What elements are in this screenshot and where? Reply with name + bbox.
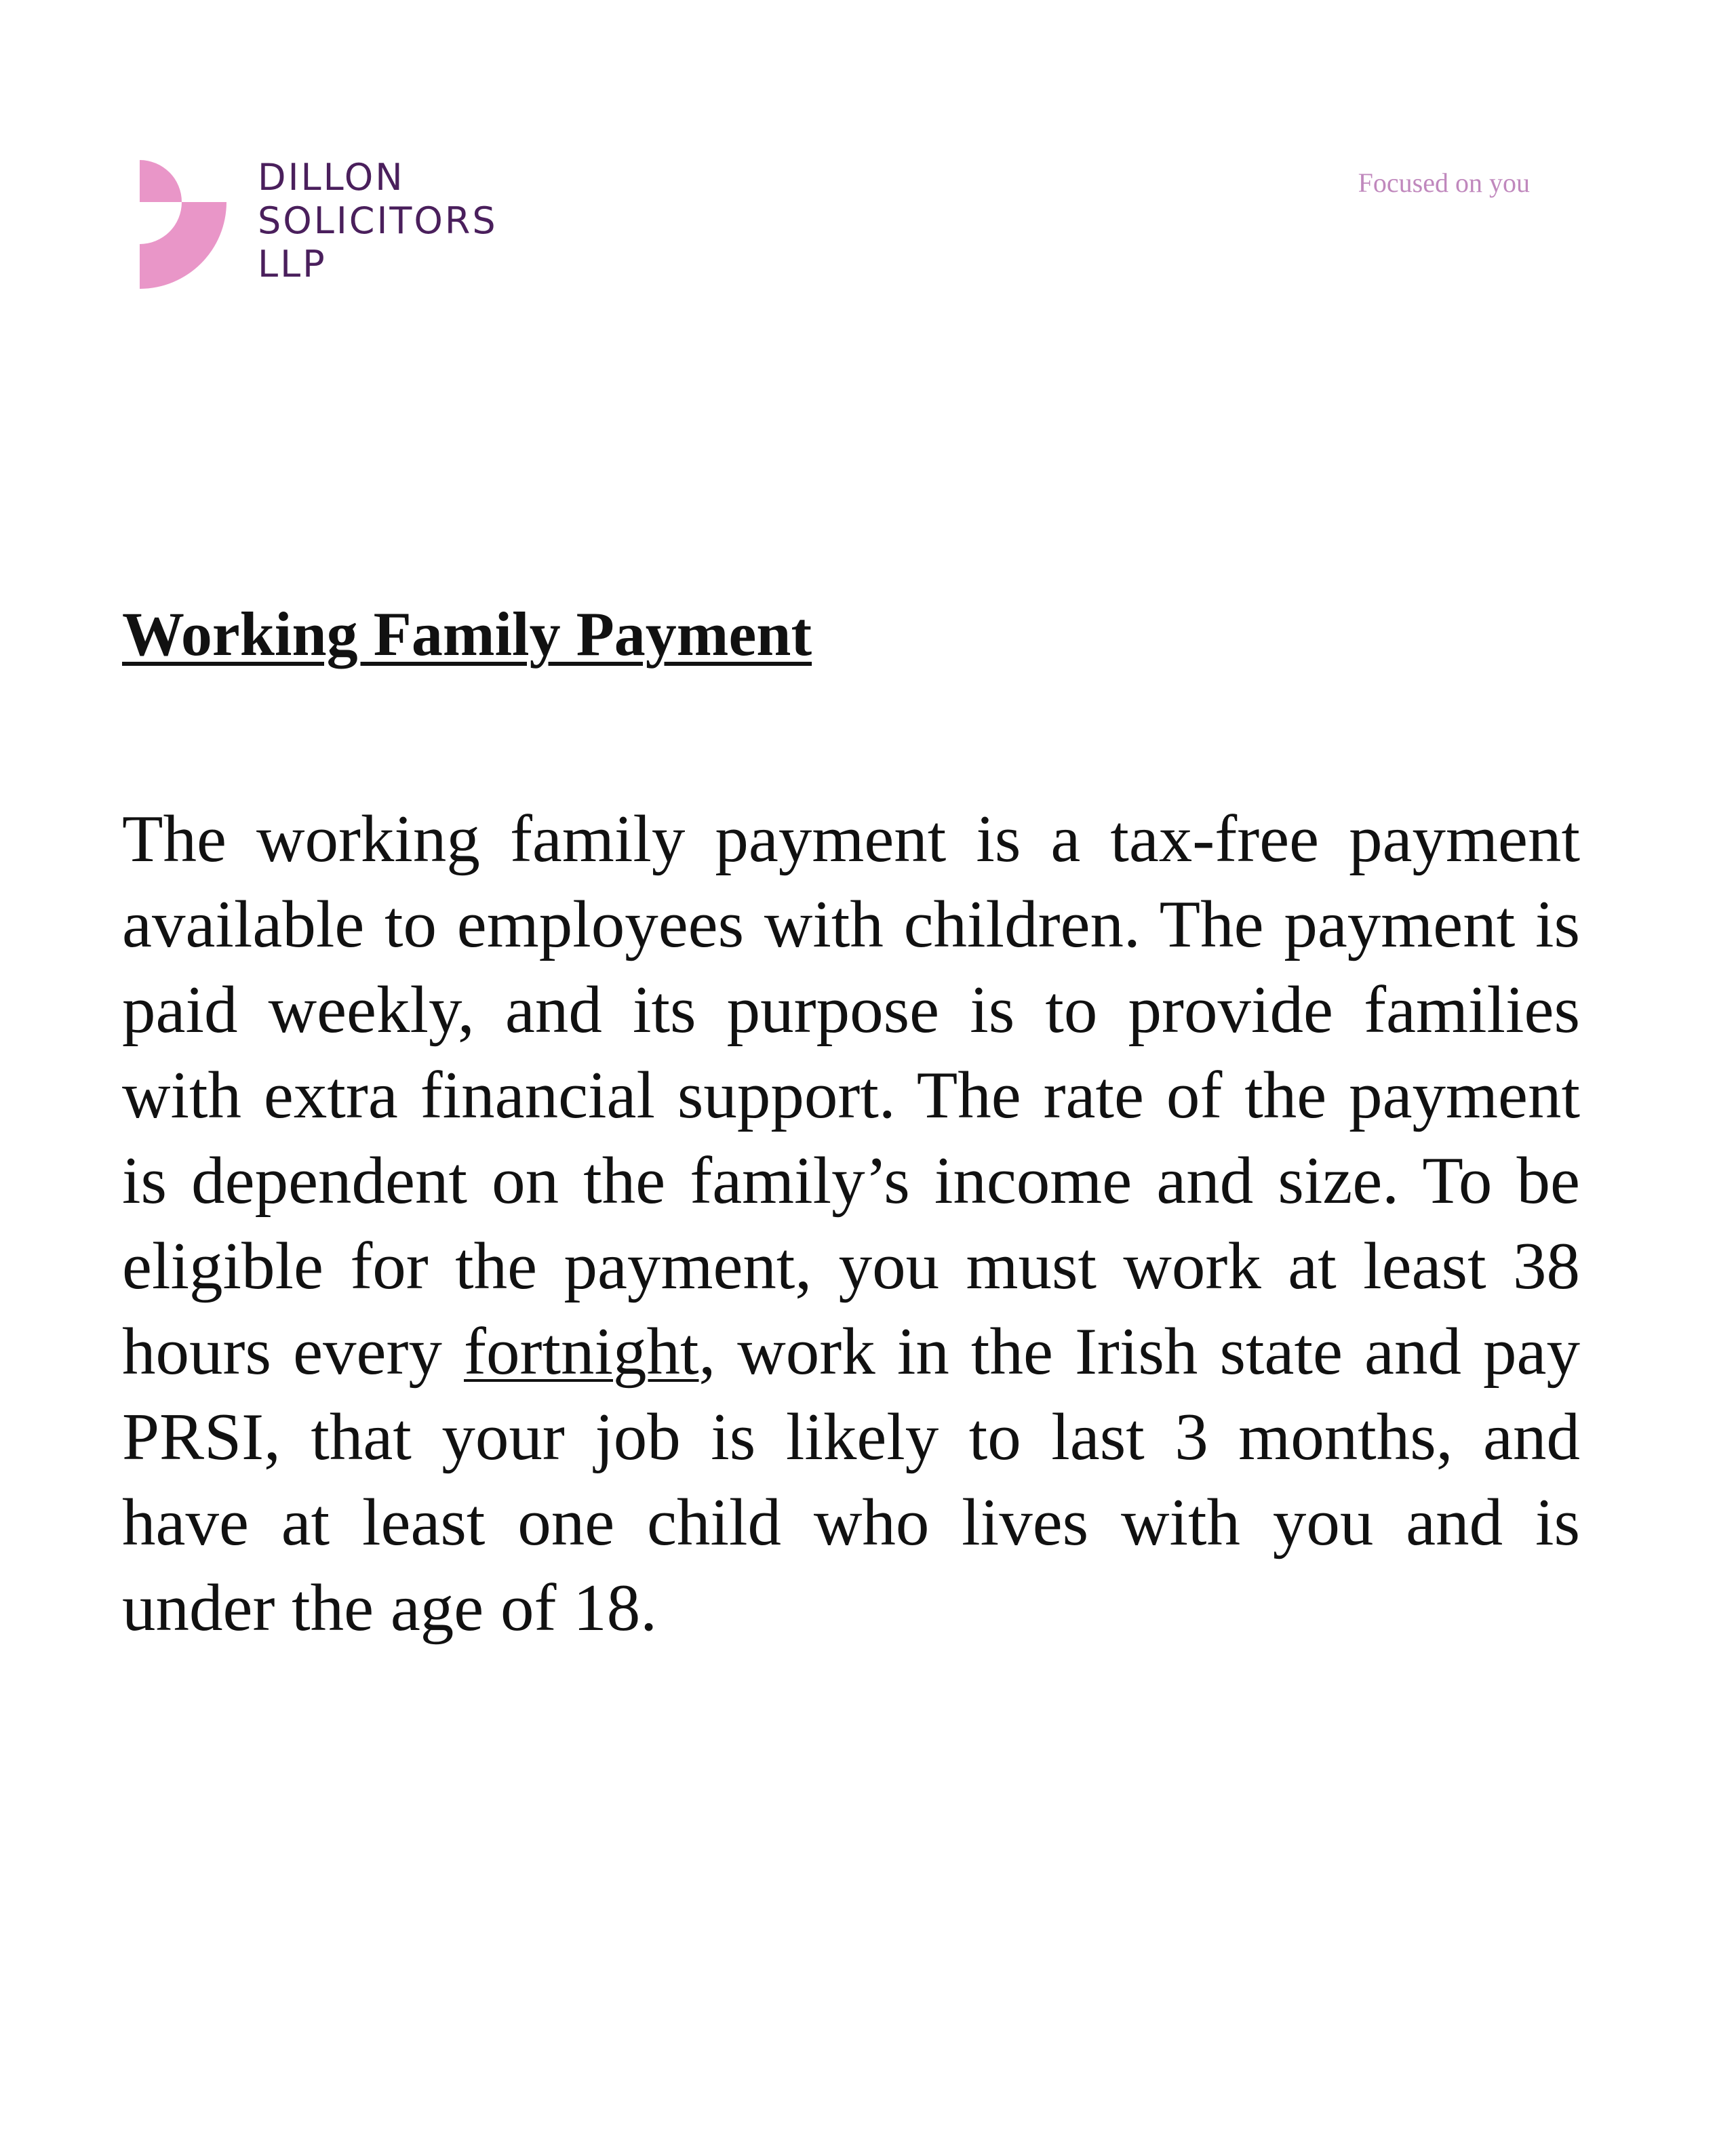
firm-name-line-2: SOLICITORS — [258, 199, 498, 242]
document-title: Working Family Payment — [122, 599, 812, 669]
dillon-d-mark-icon — [140, 160, 228, 289]
body-text-part-2: , work in the Irish state and pay PRSI, that your job is likely to last 3 months, and have at least one child who lives with you and is under the age of 18. — [122, 1315, 1580, 1645]
underlined-word: fortnight — [464, 1315, 699, 1389]
firm-name — [258, 156, 498, 286]
body-paragraph — [122, 797, 1580, 1651]
firm-name-line-3: LLP — [258, 243, 327, 285]
tagline: Focused on you — [1358, 167, 1530, 198]
body-text-part-1: The working family payment is a tax-free payment available to employees with children. The payment is paid weekly, and its purpose is to provide families with extra financial support. The rate of the payment is dependent on the family’s income and size. To be eligible for the payment, you must work at least 38 hours every — [122, 802, 1580, 1389]
firm-name-line-1: DILLON — [258, 156, 405, 199]
